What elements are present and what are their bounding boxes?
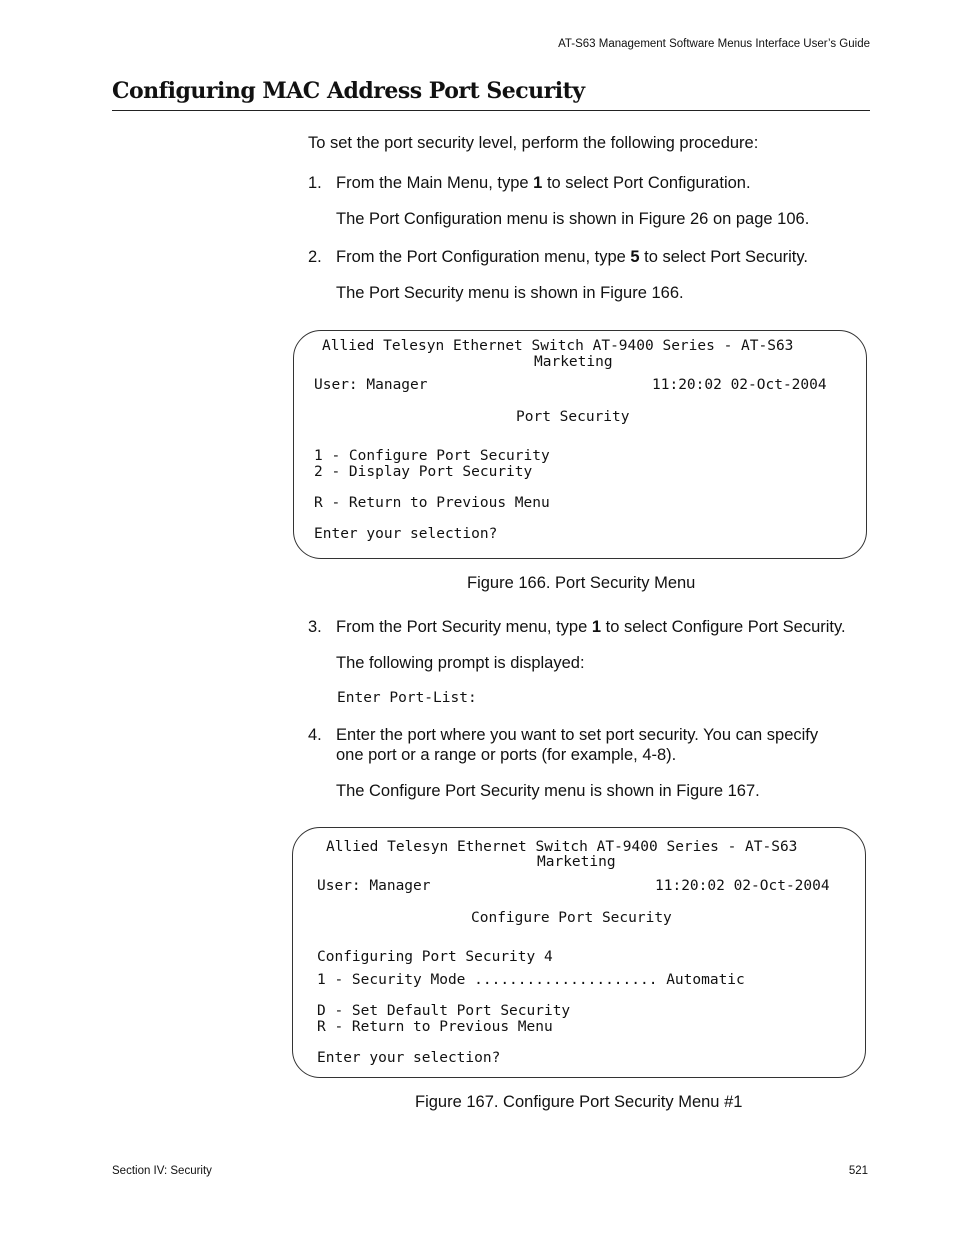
step-3-pre: From the Port Security menu, type <box>336 618 592 636</box>
fig167-menu-title: Configure Port Security <box>471 910 672 926</box>
fig167-mode-option: 1 - Security Mode ..................... Automatic <box>317 972 745 988</box>
step-2-pre: From the Port Configuration menu, type <box>336 248 631 266</box>
fig166-location: Marketing <box>534 354 613 370</box>
fig167-user: User: Manager <box>317 878 431 894</box>
fig166-return-option: R - Return to Previous Menu <box>314 495 550 511</box>
step-2-note: The Port Security menu is shown in Figure 166. <box>336 284 684 302</box>
step-1-pre: From the Main Menu, type <box>336 174 534 192</box>
step-3-note: The following prompt is displayed: <box>336 654 585 672</box>
step-4-line-1: Enter the port where you want to set port security. You can specify <box>336 726 819 744</box>
intro-text: To set the port security level, perform the following procedure: <box>308 134 759 152</box>
step-1-note: The Port Configuration menu is shown in Figure 26 on page 106. <box>336 210 810 228</box>
fig167-banner: Allied Telesyn Ethernet Switch AT-9400 Series - AT-S63 <box>326 839 798 855</box>
figure-167-screen <box>292 827 866 1078</box>
fig166-prompt: Enter your selection? <box>314 526 498 542</box>
step-1-post: to select Port Configuration. <box>542 174 751 192</box>
running-header: AT-S63 Management Software Menus Interface User’s Guide <box>558 38 870 50</box>
fig166-option-1: 1 - Configure Port Security <box>314 448 550 464</box>
fig166-banner: Allied Telesyn Ethernet Switch AT-9400 Series - AT-S63 <box>322 338 794 354</box>
fig166-menu-title: Port Security <box>516 409 630 425</box>
fig167-return-option: R - Return to Previous Menu <box>317 1019 553 1035</box>
fig167-time: 11:20:02 02-Oct-2004 <box>655 878 830 894</box>
figure-166-screen <box>293 330 867 559</box>
step-2-post: to select Port Security. <box>639 248 809 266</box>
fig166-user: User: Manager <box>314 377 428 393</box>
footer-section: Section IV: Security <box>112 1165 212 1177</box>
step-2-number: 2. <box>308 248 322 266</box>
step-4-number: 4. <box>308 726 322 744</box>
fig167-default-option: D - Set Default Port Security <box>317 1003 571 1019</box>
section-title: Configuring MAC Address Port Security <box>112 78 585 104</box>
title-rule <box>112 110 870 111</box>
figure-166-caption: Figure 166. Port Security Menu <box>467 574 696 592</box>
step-1-number: 1. <box>308 174 322 192</box>
fig167-prompt: Enter your selection? <box>317 1050 501 1066</box>
step-4-note: The Configure Port Security menu is shown in Figure 167. <box>336 782 760 800</box>
footer-page-number: 521 <box>848 1165 868 1177</box>
fig166-time: 11:20:02 02-Oct-2004 <box>652 377 827 393</box>
step-3-prompt: Enter Port-List: <box>337 690 477 706</box>
step-3-post: to select Configure Port Security. <box>601 618 846 636</box>
step-2-key: 5 <box>630 248 640 266</box>
step-3-key: 1 <box>591 618 602 636</box>
fig166-option-2: 2 - Display Port Security <box>314 464 533 480</box>
step-2-text <box>336 247 808 268</box>
fig167-configuring-line: Configuring Port Security 4 <box>317 949 553 965</box>
step-4-line-2: one port or a range or ports (for example, 4-8). <box>336 746 677 764</box>
step-3-text <box>336 617 846 638</box>
step-1-text <box>336 173 751 194</box>
step-1-key: 1 <box>533 174 543 192</box>
fig167-location: Marketing <box>537 854 616 870</box>
figure-167-caption: Figure 167. Configure Port Security Menu #1 <box>415 1093 743 1111</box>
step-3-number: 3. <box>308 618 322 636</box>
